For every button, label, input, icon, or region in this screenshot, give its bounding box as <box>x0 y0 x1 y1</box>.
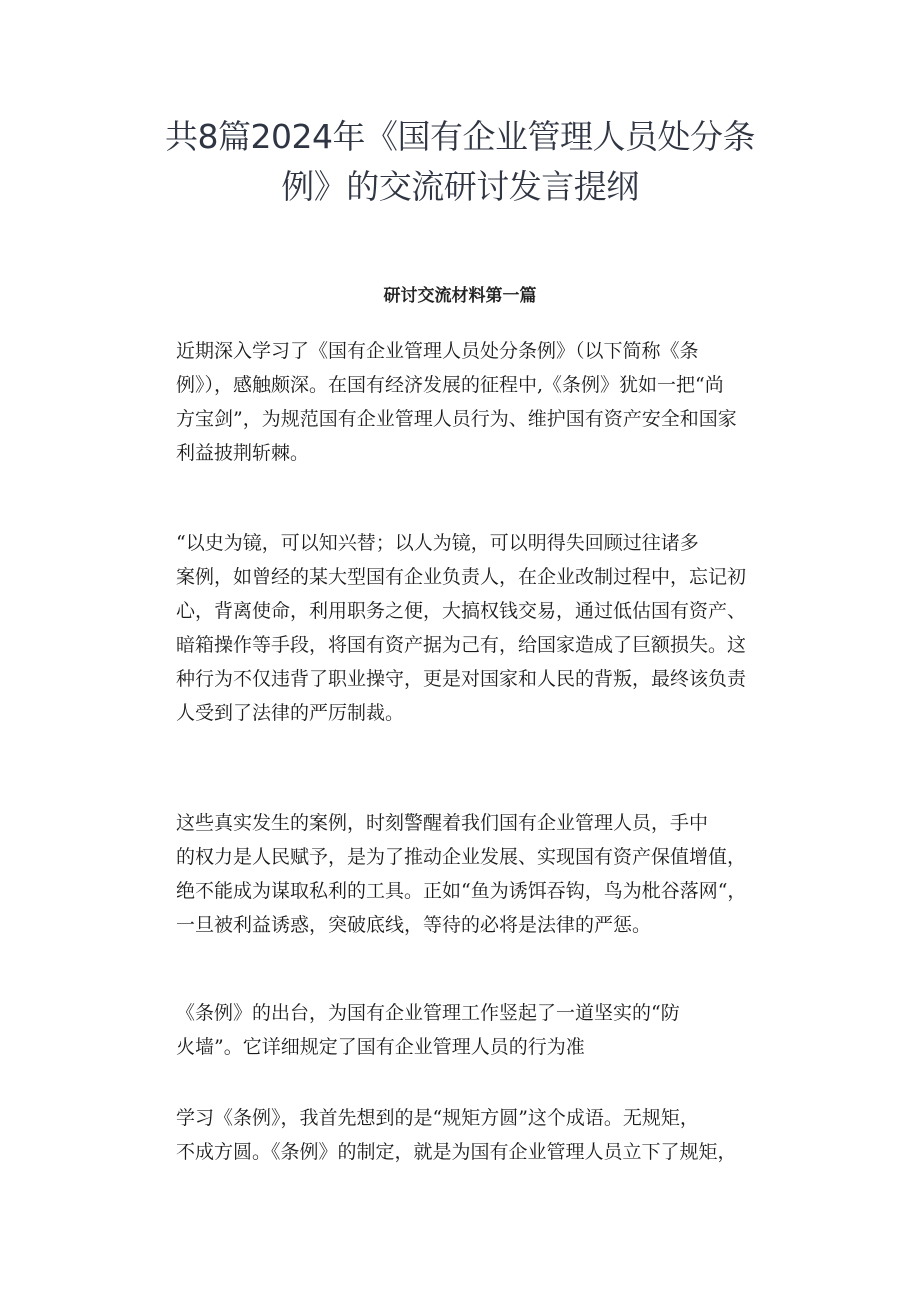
paragraph <box>138 996 798 1064</box>
text-line: 绝不能成为谋取私利的工具。正如“鱼为诱饵吞钩，鸟为枇谷落网“， <box>176 880 747 902</box>
text-line: 火墙”。它详细规定了国有企业管理人员的行为准 <box>176 1036 585 1058</box>
text-line: 心，背离使命，利用职务之便，大搞权钱交易，通过低估国有资产、 <box>176 600 747 622</box>
title-line: 共8篇2024年《国有企业管理人员处分条 <box>165 117 755 156</box>
text-line: 种行为不仅违背了职业操守，更是对国家和人民的背叛，最终该负责 <box>176 668 747 690</box>
paragraph <box>138 526 798 730</box>
text-line: 案例，如曾经的某大型国有企业负责人，在企业改制过程中，忘记初 <box>176 566 747 588</box>
paragraph <box>138 806 798 942</box>
document-title <box>100 112 820 212</box>
text-line: 学习《条例》，我首先想到的是“规矩方圆”这个成语。无规矩， <box>176 1107 699 1129</box>
paragraph <box>138 1101 798 1169</box>
text-line: 《条例》的出台，为国有企业管理工作竖起了一道坚实的“防 <box>176 1002 680 1024</box>
title-line: 例》的交流研讨发言提纲 <box>281 167 639 206</box>
text-line: 近期深入学习了《国有企业管理人员处分条例》（以下简称《条 <box>176 340 699 362</box>
text-line: 人受到了法律的严厉制裁。 <box>176 702 405 724</box>
text-line: 暗箱操作等手段，将国有资产据为己有，给国家造成了巨额损失。这 <box>176 634 747 656</box>
text-line: “以史为镜，可以知兴替；以人为镜，可以明得失回顾过往诸多 <box>176 532 699 554</box>
section-heading: 研讨交流材料第一篇 <box>383 286 537 306</box>
text-line: 利益披荆斩棘。 <box>176 442 310 464</box>
text-line: 方宝剑”，为规范国有企业管理人员行为、维护国有资产安全和国家 <box>176 408 737 430</box>
text-line: 不成方圆。《条例》的制定，就是为国有企业管理人员立下了规矩， <box>176 1141 737 1163</box>
text-line: 一旦被利益诱惑，突破底线，等待的必将是法律的严惩。 <box>176 914 652 936</box>
text-line: 的权力是人民赋予，是为了推动企业发展、实现国有资产保值增值， <box>176 846 747 868</box>
text-line: 例》），感触颇深。在国有经济发展的征程中,《条例》犹如一把“尚 <box>176 374 724 396</box>
text-line: 这些真实发生的案例，时刻警醒着我们国有企业管理人员，手中 <box>176 812 709 834</box>
paragraph <box>138 334 798 470</box>
